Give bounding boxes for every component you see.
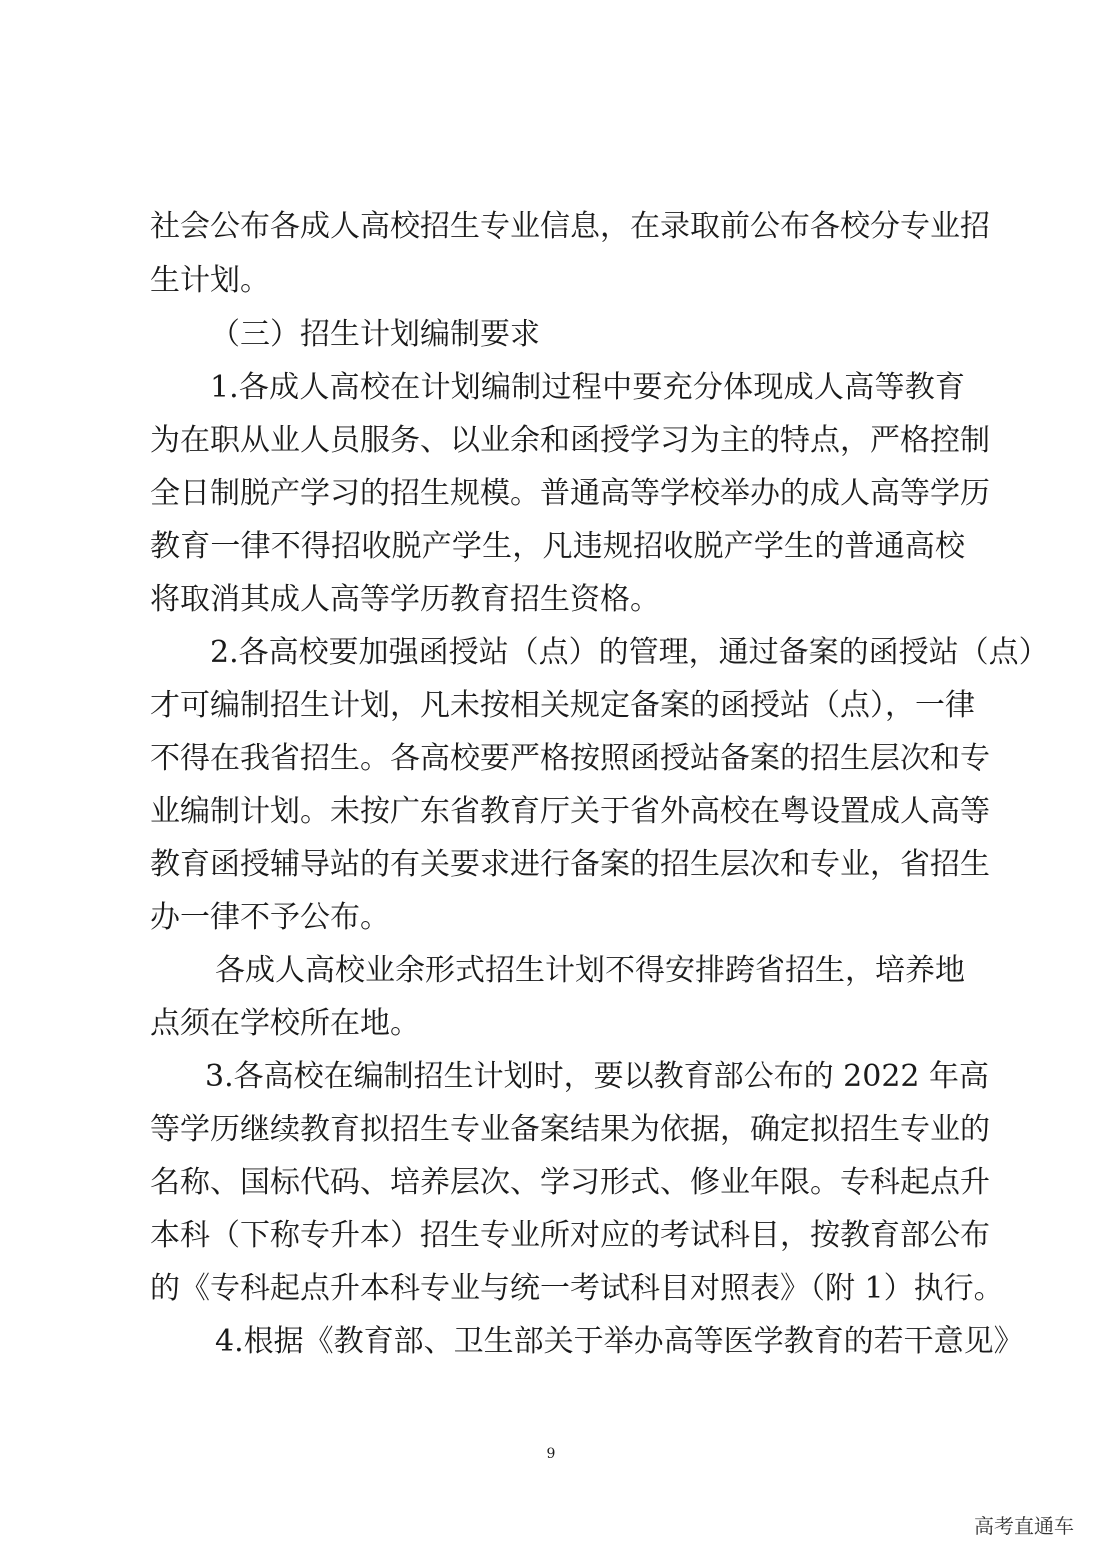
paragraph-line: 社会公布各成人高校招生专业信息，在录取前公布各校分专业招 [150, 209, 990, 244]
paragraph-line: 3.各高校在编制招生计划时，要以教育部公布的 2022 年高 [205, 1059, 990, 1094]
paragraph-line: 不得在我省招生。各高校要严格按照函授站备案的招生层次和专 [150, 741, 990, 776]
paragraph-line: 4.根据《教育部、卫生部关于举办高等医学教育的若干意见》 [215, 1324, 1024, 1359]
paragraph-line: 等学历继续教育拟招生专业备案结果为依据，确定拟招生专业的 [150, 1112, 990, 1147]
page-number: 9 [546, 1446, 556, 1462]
paragraph-line: 名称、国标代码、培养层次、学习形式、修业年限。专科起点升 [150, 1165, 990, 1200]
paragraph-line: 各成人高校业余形式招生计划不得安排跨省招生，培养地 [215, 953, 965, 988]
paragraph-line: 教育一律不得招收脱产学生，凡违规招收脱产学生的普通高校 [150, 529, 965, 564]
paragraph-line: 教育函授辅导站的有关要求进行备案的招生层次和专业，省招生 [150, 847, 990, 882]
paragraph-line: 业编制计划。未按广东省教育厅关于省外高校在粤设置成人高等 [150, 794, 990, 829]
paragraph-line: 为在职从业人员服务、以业余和函授学习为主的特点，严格控制 [150, 423, 990, 458]
watermark-text: 高考直通车 [974, 1514, 1074, 1538]
paragraph-line: 2.各高校要加强函授站（点）的管理，通过备案的函授站（点） [210, 635, 1049, 670]
paragraph-line: 才可编制招生计划，凡未按相关规定备案的函授站（点），一律 [150, 688, 975, 723]
paragraph-line: 生计划。 [150, 263, 270, 298]
paragraph-line: 办一律不予公布。 [150, 900, 390, 935]
section-heading: （三）招生计划编制要求 [210, 317, 540, 352]
paragraph-line: 本科（下称专升本）招生专业所对应的考试科目，按教育部公布 [150, 1218, 990, 1253]
paragraph-line: 点须在学校所在地。 [150, 1006, 420, 1041]
paragraph-line: 的《专科起点升本科专业与统一考试科目对照表》（附 1）执行。 [150, 1271, 1004, 1306]
paragraph-line: 1.各成人高校在计划编制过程中要充分体现成人高等教育 [210, 370, 965, 405]
paragraph-line: 全日制脱产学习的招生规模。普通高等学校举办的成人高等学历 [150, 476, 990, 511]
paragraph-line: 将取消其成人高等学历教育招生资格。 [150, 582, 660, 617]
